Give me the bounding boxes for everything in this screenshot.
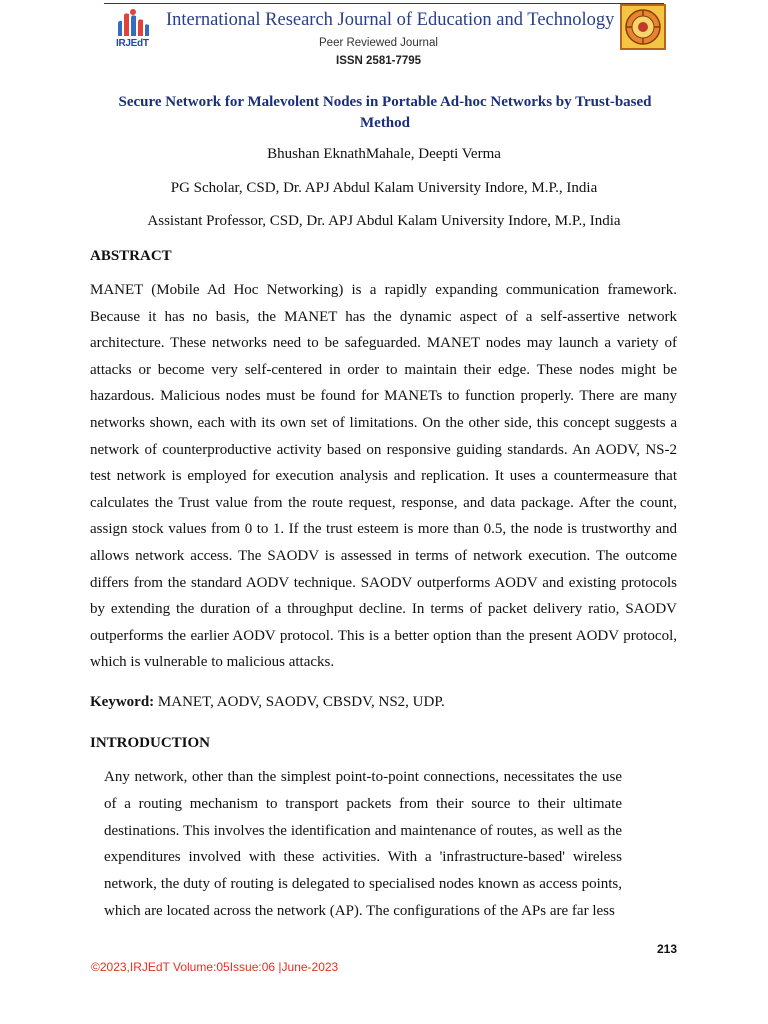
header-rule [104, 3, 664, 4]
page-number: 213 [657, 942, 678, 956]
keywords-label: Keyword: [90, 694, 155, 710]
abstract-text: MANET (Mobile Ad Hoc Networking) is a rapidly expanding communication framework. Because it has no basis, the MANET has the dynamic aspect of a self-assertive network architecture. These networks need to be safeguarded. MANET nodes may launch a variety of attacks or become very self-centered in order to maintain their edge. These nodes might be hazardous. Malicious nodes must be found for MANETs to function properly. There are many networks shown, each with its own set of limitations. On the other side, this concept suggests a network of counterproductive activity based on responsive guiding standards. An AODV, NS-2 test network is employed for execution analysis and replication. It uses a countermeasure that calculates the Trust value from the route request, response, and data package. After the count, assign stock values from 0 to 1. If the trust esteem is more than 0.5, the node is trustworthy and allows network access. The SAODV is assessed in terms of network execution. The outcome differs from the standard AODV technique. SAODV outperforms AODV and existing protocols by extending the duration of a throughput decline. In terms of packet delivery ratio, SAODV outperforms the earlier AODV protocol. This is a better option than the present AODV protocol, which is vulnerable to malicious attacks. [90, 282, 677, 671]
keywords-text: MANET, AODV, SAODV, CBSDV, NS2, UDP. [154, 694, 445, 710]
abstract-heading: ABSTRACT [90, 248, 172, 264]
journal-seal-icon [620, 4, 666, 50]
introduction-text: Any network, other than the simplest point-to-point connections, necessitates the use of a routing mechanism to transport packets from their source to their ultimate destinations. This involves the identification and maintenance of routes, as well as the expenditures involved with these activities. With a 'infrastructure-based' wireless network, the duty of routing is delegated to specialised nodes known as access points, which are located across the network (AP). The configurations of the APs are far less [104, 769, 622, 919]
footer-citation: ©2023,IRJEdT Volume:05Issue:06 |June-2023 [91, 960, 339, 974]
keywords [90, 694, 445, 711]
logo-text: IRJEdT [116, 38, 149, 49]
authors: Bhushan EknathMahale, Deepti Verma [267, 146, 501, 162]
issn-label: ISSN 2581-7795 [336, 55, 422, 67]
introduction-heading: INTRODUCTION [90, 735, 211, 751]
affiliation-1: PG Scholar, CSD, Dr. APJ Abdul Kalam University Indore, M.P., India [170, 180, 598, 196]
paper-title: Secure Network for Malevolent Nodes in Portable Ad-hoc Networks by Trust-based Method [118, 94, 652, 131]
journal-name: International Research Journal of Education and Technology [166, 10, 615, 30]
affiliation-2: Assistant Professor, CSD, Dr. APJ Abdul Kalam University Indore, M.P., India [147, 213, 621, 229]
peer-reviewed-label: Peer Reviewed Journal [319, 37, 438, 49]
